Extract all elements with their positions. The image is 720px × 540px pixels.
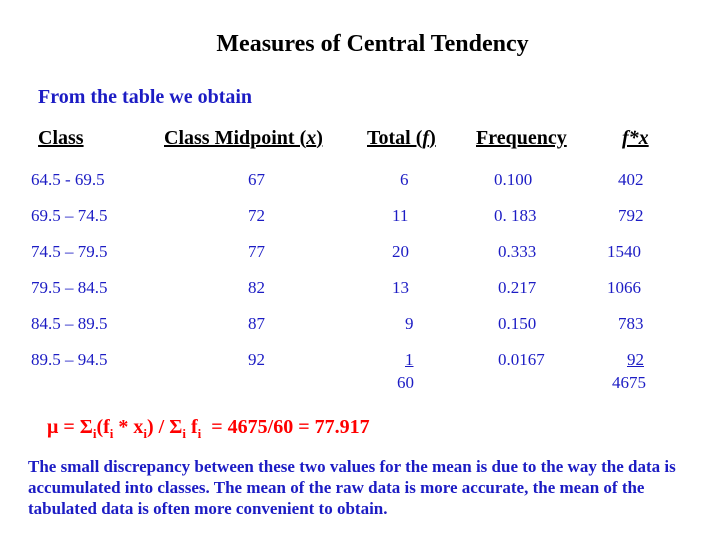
cell-total: 20: [392, 242, 409, 261]
header-frequency: Frequency: [476, 127, 567, 149]
cell-fx: 792: [618, 206, 644, 225]
cell-class: 84.5 – 89.5: [31, 314, 108, 333]
formula-part: * x: [113, 416, 144, 438]
underline-pad: [392, 350, 405, 370]
cell-midpoint: 82: [248, 278, 265, 297]
cell-total: 6: [400, 170, 409, 189]
cell-total-value: 1: [405, 350, 414, 369]
cell-frequency: 0.100: [494, 170, 533, 189]
page-title: Measures of Central Tendency: [216, 31, 529, 57]
cell-midpoint: 72: [248, 206, 265, 225]
formula-subscript: i: [92, 426, 97, 441]
header-class: Class: [38, 127, 84, 149]
header-total-var: f: [422, 127, 430, 149]
formula-subscript: i: [143, 426, 148, 441]
formula-part: (f: [96, 416, 110, 438]
header-class-midpoint: [164, 127, 323, 150]
cell-fx: 402: [618, 170, 644, 189]
formula-part: ) / Σ: [147, 416, 183, 438]
explanation-note: The small discrepancy between these two values for the mean is due to the way the data is accumulated into classes. The mean of the raw data is more accurate, the mean of the tabulated data is often more convenient to obtain.: [28, 457, 676, 518]
cell-class: 69.5 – 74.5: [31, 206, 108, 225]
cell-total: 9: [405, 314, 414, 333]
formula-part: μ = Σ: [47, 416, 93, 438]
cell-fx: 1066: [607, 278, 641, 297]
header-fx: f*x: [622, 127, 649, 149]
cell-class: 89.5 – 94.5: [31, 350, 108, 369]
formula-subscript: i: [109, 426, 114, 441]
cell-total: [392, 350, 414, 370]
cell-class: 79.5 – 84.5: [31, 278, 108, 297]
cell-total: 13: [392, 278, 409, 297]
fx-sum: 4675: [612, 373, 646, 392]
header-midpoint-var: x: [306, 127, 317, 149]
cell-fx: 1540: [607, 242, 641, 261]
header-midpoint-prefix: Class Midpoint (: [164, 127, 307, 149]
cell-midpoint: 92: [248, 350, 265, 369]
total-sum: 60: [397, 373, 414, 392]
cell-frequency: 0. 183: [494, 206, 537, 225]
cell-frequency: 0.0167: [498, 350, 545, 369]
header-total-prefix: Total (: [367, 127, 423, 149]
cell-frequency: 0.217: [498, 278, 537, 297]
formula-result: = 4675/60 = 77.917: [201, 416, 370, 438]
cell-midpoint: 87: [248, 314, 265, 333]
header-total-suffix: ): [429, 127, 436, 149]
header-total: [367, 127, 436, 150]
formula-part: f: [185, 416, 198, 438]
formula-subscript: i: [197, 426, 202, 441]
cell-fx: 783: [618, 314, 644, 333]
cell-total: 11: [392, 206, 409, 225]
cell-fx: 92: [627, 350, 644, 369]
cell-frequency: 0.150: [498, 314, 537, 333]
mean-formula: [47, 416, 370, 442]
cell-frequency: 0.333: [498, 242, 537, 261]
formula-subscript: i: [182, 426, 186, 441]
intro-text: From the table we obtain: [38, 86, 253, 108]
header-midpoint-suffix: ): [316, 127, 323, 149]
cell-midpoint: 67: [248, 170, 265, 189]
cell-class: 74.5 – 79.5: [31, 242, 108, 261]
cell-class: 64.5 - 69.5: [31, 170, 105, 189]
cell-midpoint: 77: [248, 242, 265, 261]
